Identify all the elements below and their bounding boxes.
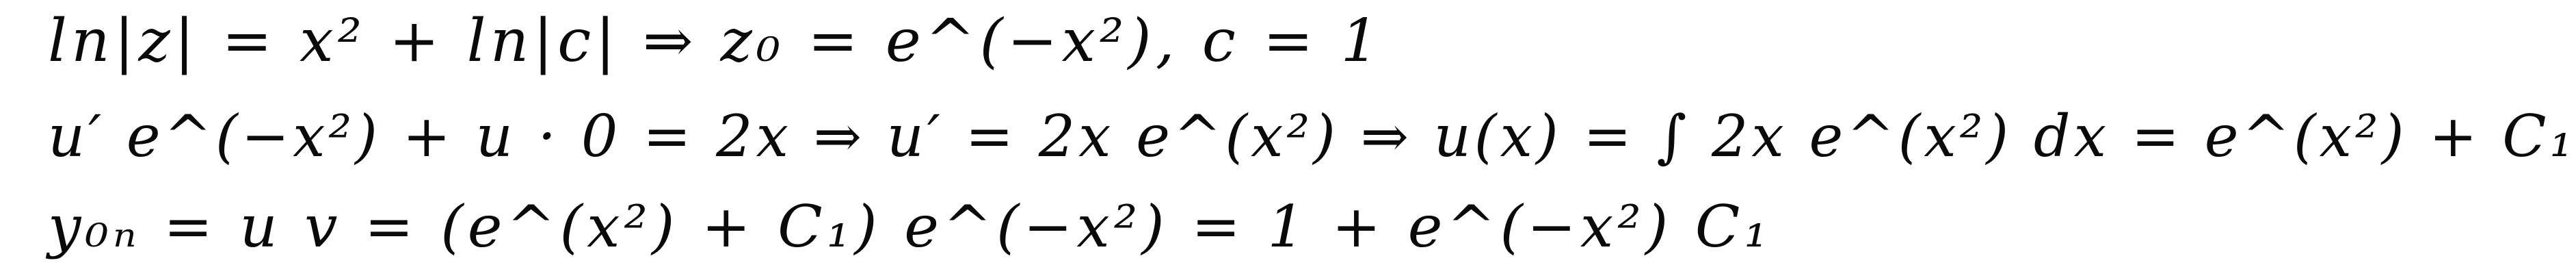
- equation-line-1: ln|z| = x² + ln|c| ⇒ z₀ = e^(−x²), c = 1: [48, 7, 1383, 75]
- equation-line-2: u′ e^(−x²) + u · 0 = 2x ⇒ u′ = 2x e^(x²) ⇒ u(x) = ∫ 2x e^(x²) dx = e^(x²) + C₁: [48, 103, 2576, 170]
- equation-line-3: y₀ₙ = u v = (e^(x²) + C₁) e^(−x²) = 1 + e^(−x²) C₁: [48, 193, 1772, 260]
